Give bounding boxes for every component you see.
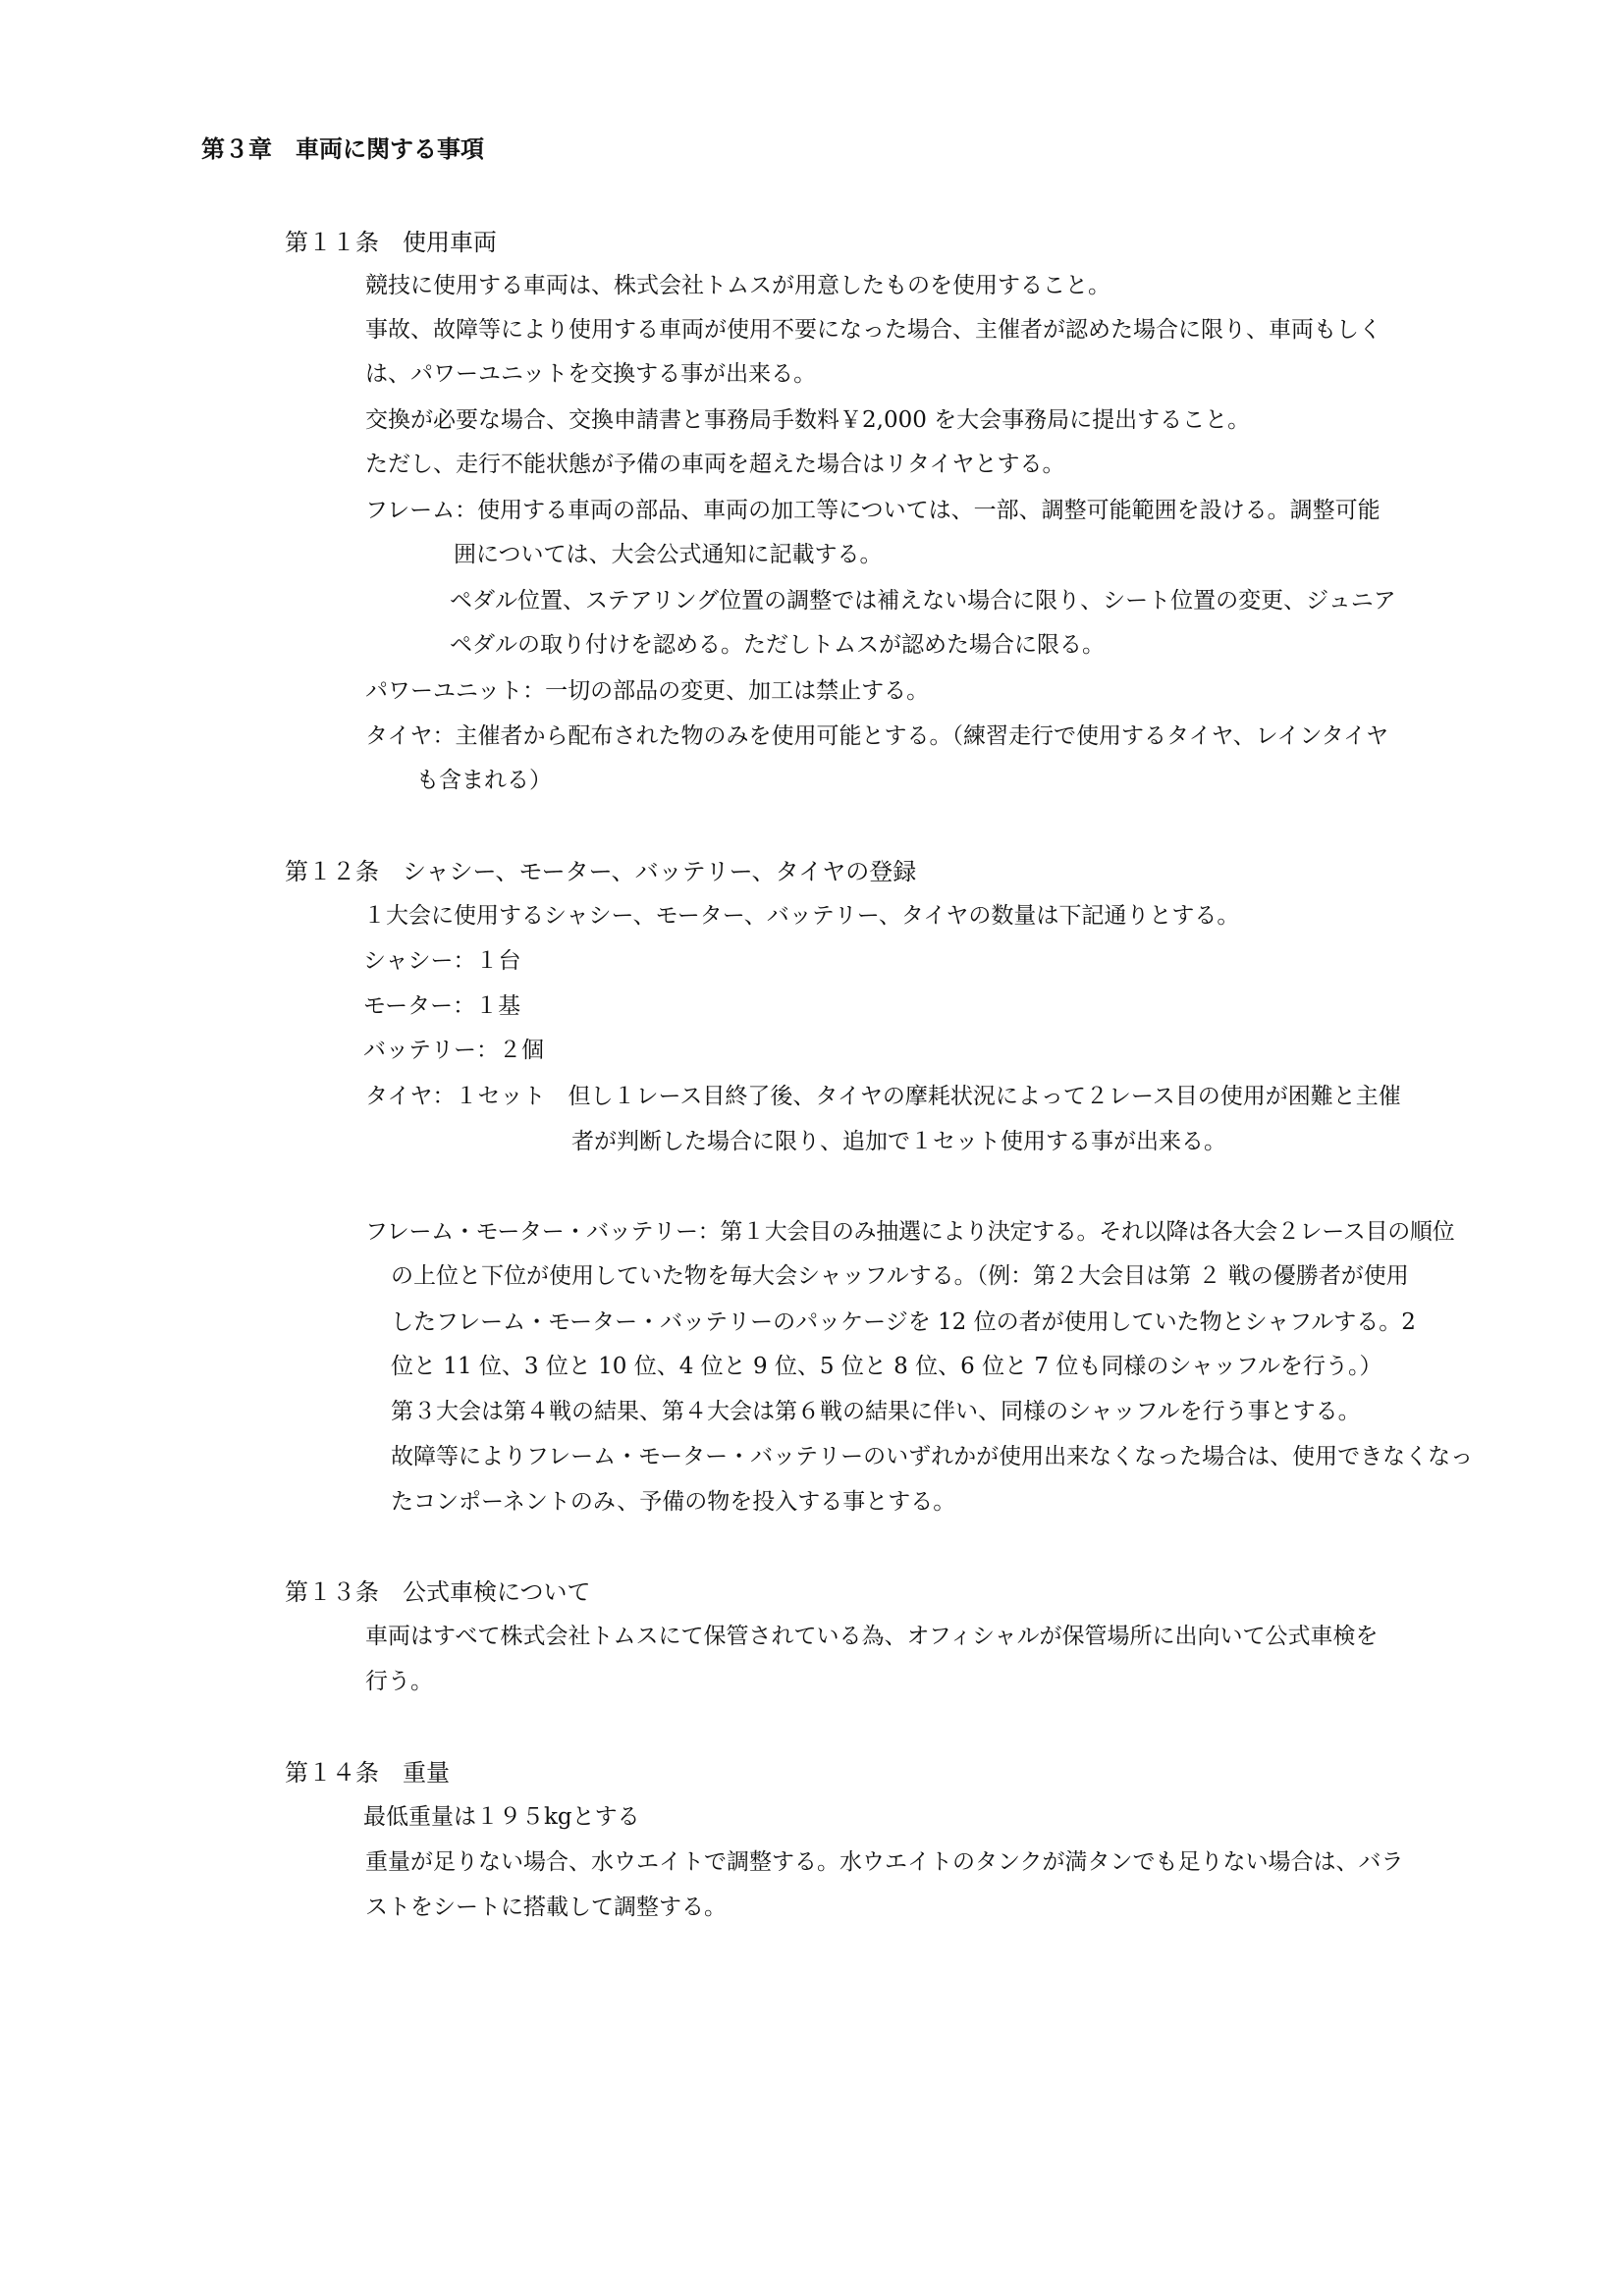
shuffle-line: したフレーム・モーター・バッテリーのパッケージを 12 位の者が使用していた物とシャフルする。2: [391, 1309, 1416, 1335]
article-12-line: シャシー：１台: [363, 948, 521, 974]
article-11-line: ペダル位置、ステアリング位置の調整では補えない場合に限り、シート位置の変更、ジュニア: [450, 588, 1396, 614]
article-12-line: バッテリー：２個: [363, 1038, 544, 1063]
article-12-line: 者が判断した場合に限り、追加で１セット使用する事が出来る。: [571, 1129, 1226, 1154]
article-11-line: ただし、走行不能状態が予備の車両を超えた場合はリタイヤとする。: [365, 452, 1065, 477]
article-11-line: も含まれる）: [416, 768, 552, 793]
article-11-line: フレーム：使用する車両の部品、車両の加工等については、一部、調整可能範囲を設ける。調整可能: [365, 498, 1380, 523]
article-14-line: 最低重量は１９５kgとする: [363, 1804, 640, 1830]
article-11-line: パワーユニット：一切の部品の変更、加工は禁止する。: [365, 678, 930, 704]
article-11-line: ペダルの取り付けを認める。ただしトムスが認めた場合に限る。: [450, 632, 1105, 658]
article-11-line: 競技に使用する車両は、株式会社トムスが用意したものを使用すること。: [365, 273, 1110, 298]
article-14-heading: 第１４条 重量: [285, 1759, 450, 1787]
article-12-line: モーター：１基: [363, 993, 521, 1019]
article-11-line: タイヤ：主催者から配布された物のみを使用可能とする。（練習走行で使用するタイヤ、レインタイヤ: [365, 723, 1389, 749]
article-13-line: 車両はすべて株式会社トムスにて保管されている為、オフィシャルが保管場所に出向いて公式車検を: [365, 1624, 1379, 1649]
shuffle-line: たコンポーネントのみ、予備の物を投入する事とする。: [391, 1489, 956, 1515]
shuffle-line: 第３大会は第４戦の結果、第４大会は第６戦の結果に伴い、同様のシャッフルを行う事とする。: [391, 1399, 1361, 1424]
shuffle-line: 位と 11 位、3 位と 10 位、4 位と 9 位、5 位と 8 位、6 位と 7 位も同様のシャッフルを行う。）: [391, 1354, 1382, 1379]
article-12-line: １大会に使用するシャシー、モーター、バッテリー、タイヤの数量は下記通りとする。: [363, 903, 1240, 929]
article-11-line: 事故、故障等により使用する車両が使用不要になった場合、主催者が認めた場合に限り、車両もしく: [365, 317, 1381, 343]
article-11-heading: 第１１条 使用車両: [285, 229, 497, 256]
article-13-line: 行う。: [365, 1669, 433, 1694]
article-12-line: タイヤ：１セット 但し１レース目終了後、タイヤの摩耗状況によって２レース目の使用が困難と主催: [365, 1084, 1401, 1109]
article-14-line: 重量が足りない場合、水ウエイトで調整する。水ウエイトのタンクが満タンでも足りない場合は、バラ: [365, 1849, 1404, 1875]
article-11-line: 囲については、大会公式通知に記載する。: [454, 542, 883, 567]
article-13-heading: 第１３条 公式車検について: [285, 1578, 591, 1606]
shuffle-line: フレーム・モーター・バッテリー：第１大会目のみ抽選により決定する。それ以降は各大会２レース目の順位: [365, 1219, 1455, 1245]
article-11-line: は、パワーユニットを交換する事が出来る。: [365, 361, 817, 387]
article-12-heading: 第１２条 シャシー、モーター、バッテリー、タイヤの登録: [285, 858, 917, 885]
article-14-line: ストをシートに搭載して調整する。: [365, 1895, 727, 1920]
chapter-title: 第３章 車両に関する事項: [201, 134, 484, 163]
article-11-line: 交換が必要な場合、交換申請書と事務局手数料￥2,000 を大会事務局に提出すること。: [365, 407, 1251, 433]
shuffle-line: の上位と下位が使用していた物を毎大会シャッフルする。（例：第２大会目は第 ２ 戦の優勝者が使用: [391, 1263, 1409, 1289]
shuffle-line: 故障等によりフレーム・モーター・バッテリーのいずれかが使用出来なくなった場合は、使用できなくなっ: [391, 1444, 1474, 1469]
